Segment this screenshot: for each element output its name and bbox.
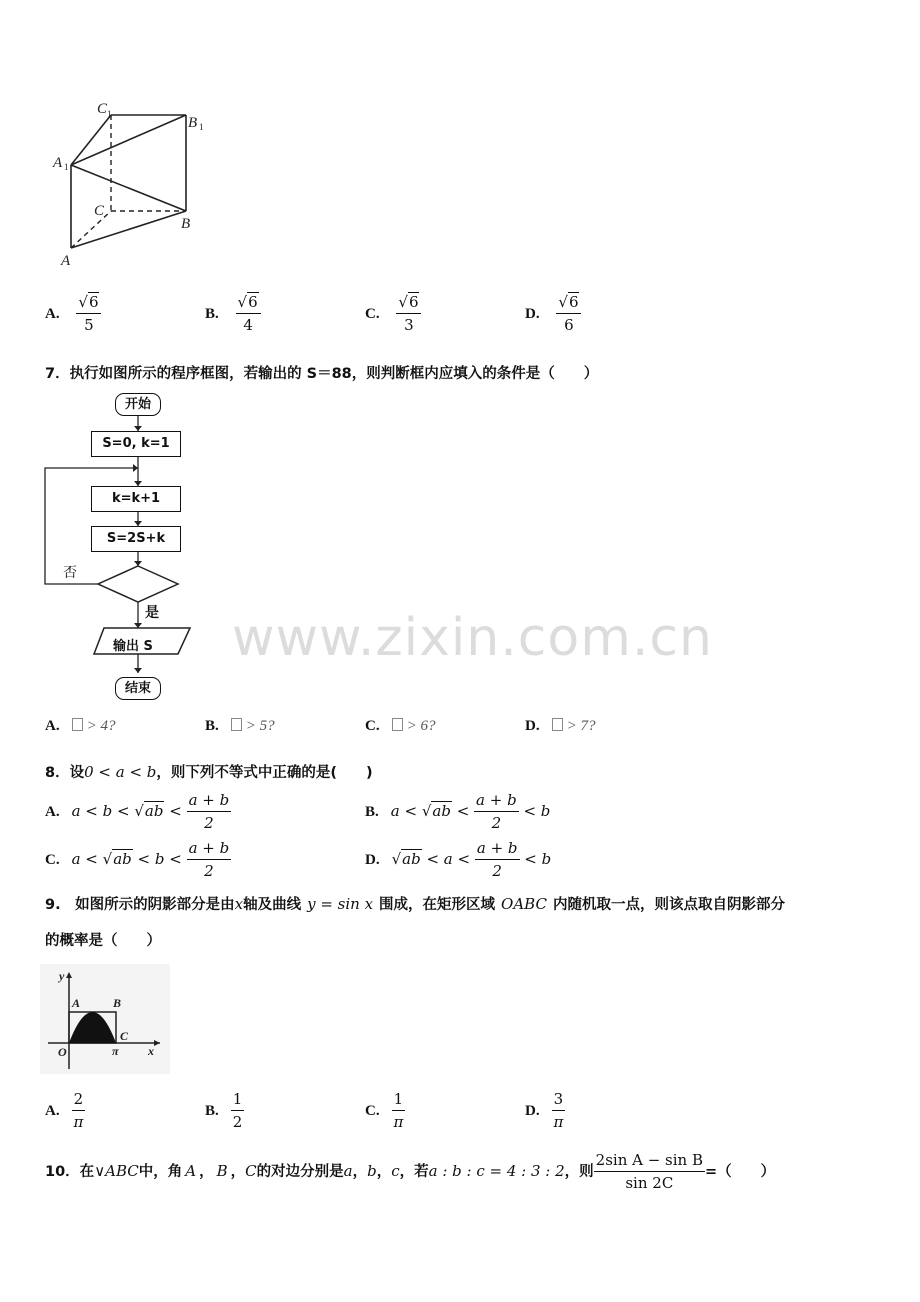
label-b1: B: [188, 115, 198, 131]
label-b1-sub: 1: [199, 122, 204, 132]
q8-option-d[interactable]: D. √ab < a < $\frac{a + b}{2}$ < b: [365, 839, 552, 880]
q9-option-a[interactable]: A. $\frac{2}{\pi}$: [45, 1090, 84, 1131]
q6-option-c[interactable]: C. $\frac{√6}{3}$: [365, 292, 421, 336]
label-a: A: [61, 253, 71, 269]
blank-box: [552, 718, 563, 731]
graph-x-label: x: [148, 1044, 154, 1058]
q7-option-a[interactable]: A. > 4?: [45, 718, 116, 734]
q7-option-d[interactable]: D. > 7?: [525, 718, 596, 734]
q8-option-b[interactable]: B. a < √ab < $\frac{a + b}{2}$ < b: [365, 791, 551, 832]
flow-step1: k=k+1: [91, 486, 181, 512]
q7-option-c[interactable]: C. > 6?: [365, 718, 436, 734]
label-c: C: [94, 203, 105, 219]
flow-init: S=0, k=1: [91, 431, 181, 457]
label-a1: A: [53, 155, 63, 171]
blank-box: [392, 718, 403, 731]
graph-o-label: O: [58, 1045, 67, 1059]
q8-option-c[interactable]: C. a < √ab < b < $\frac{a + b}{2}$: [45, 839, 230, 880]
graph-c-label: C: [120, 1029, 129, 1043]
flow-step2: S=2S+k: [91, 526, 181, 552]
graph-b-label: B: [113, 996, 122, 1010]
q6-option-d[interactable]: D. $\frac{√6}{6}$: [525, 292, 581, 336]
label-c1: C: [97, 101, 108, 117]
blank-box: [72, 718, 83, 731]
graph-pi-label: π: [112, 1044, 119, 1058]
q8-stem: 8．设0 < a < b，则下列不等式中正确的是( ): [45, 763, 373, 781]
q9-option-b[interactable]: B. $\frac{1}{2}$: [205, 1090, 243, 1131]
flow-no-label: 否: [63, 565, 77, 581]
sine-region-graph: [40, 964, 170, 1074]
q6-option-b[interactable]: B. $\frac{√6}{4}$: [205, 292, 261, 336]
flow-start: 开始: [115, 393, 161, 416]
q9-option-d[interactable]: D. $\frac{3}{\pi}$: [525, 1090, 564, 1131]
q9-stem-line2: 的概率是（ ）: [45, 933, 161, 949]
q7-stem: 7．执行如图所示的程序框图，若输出的 S＝88，则判断框内应填入的条件是（ ）: [45, 366, 599, 382]
label-b: B: [181, 216, 191, 232]
q9-stem-line1: 9. 如图所示的阴影部分是由x轴及曲线 y = sin x 围成，在矩形区域 OABC 内随机取一点，则该点取自阴影部分: [45, 895, 785, 913]
prism-figure: [40, 95, 220, 275]
q8-option-a[interactable]: A. a < b < √ab < $\frac{a + b}{2}$: [45, 791, 230, 832]
q6-option-a[interactable]: A. $\frac{√6}{5}$: [45, 292, 101, 336]
q7-option-b[interactable]: B. > 5?: [205, 718, 275, 734]
blank-box: [231, 718, 242, 731]
label-c1-sub: 1: [107, 109, 112, 119]
graph-a-label: A: [72, 996, 81, 1010]
q10-stem: 10．在∨ABC中，角 A ， B ，C的对边分别是a，b，c，若a : b : c = 4 : 3 : 2，则 $\frac{\text{2sin A − sin B}}{\sin 2C}$ =（ ）: [45, 1151, 776, 1192]
watermark: www.zixin.com.cn: [232, 608, 713, 668]
flow-yes-label: 是: [145, 605, 159, 621]
flow-output: 输出 S: [113, 639, 153, 654]
graph-y-label: y: [59, 969, 65, 983]
q9-option-c[interactable]: C. $\frac{1}{\pi}$: [365, 1090, 404, 1131]
label-a1-sub: 1: [64, 162, 69, 172]
flow-end: 结束: [115, 677, 161, 700]
